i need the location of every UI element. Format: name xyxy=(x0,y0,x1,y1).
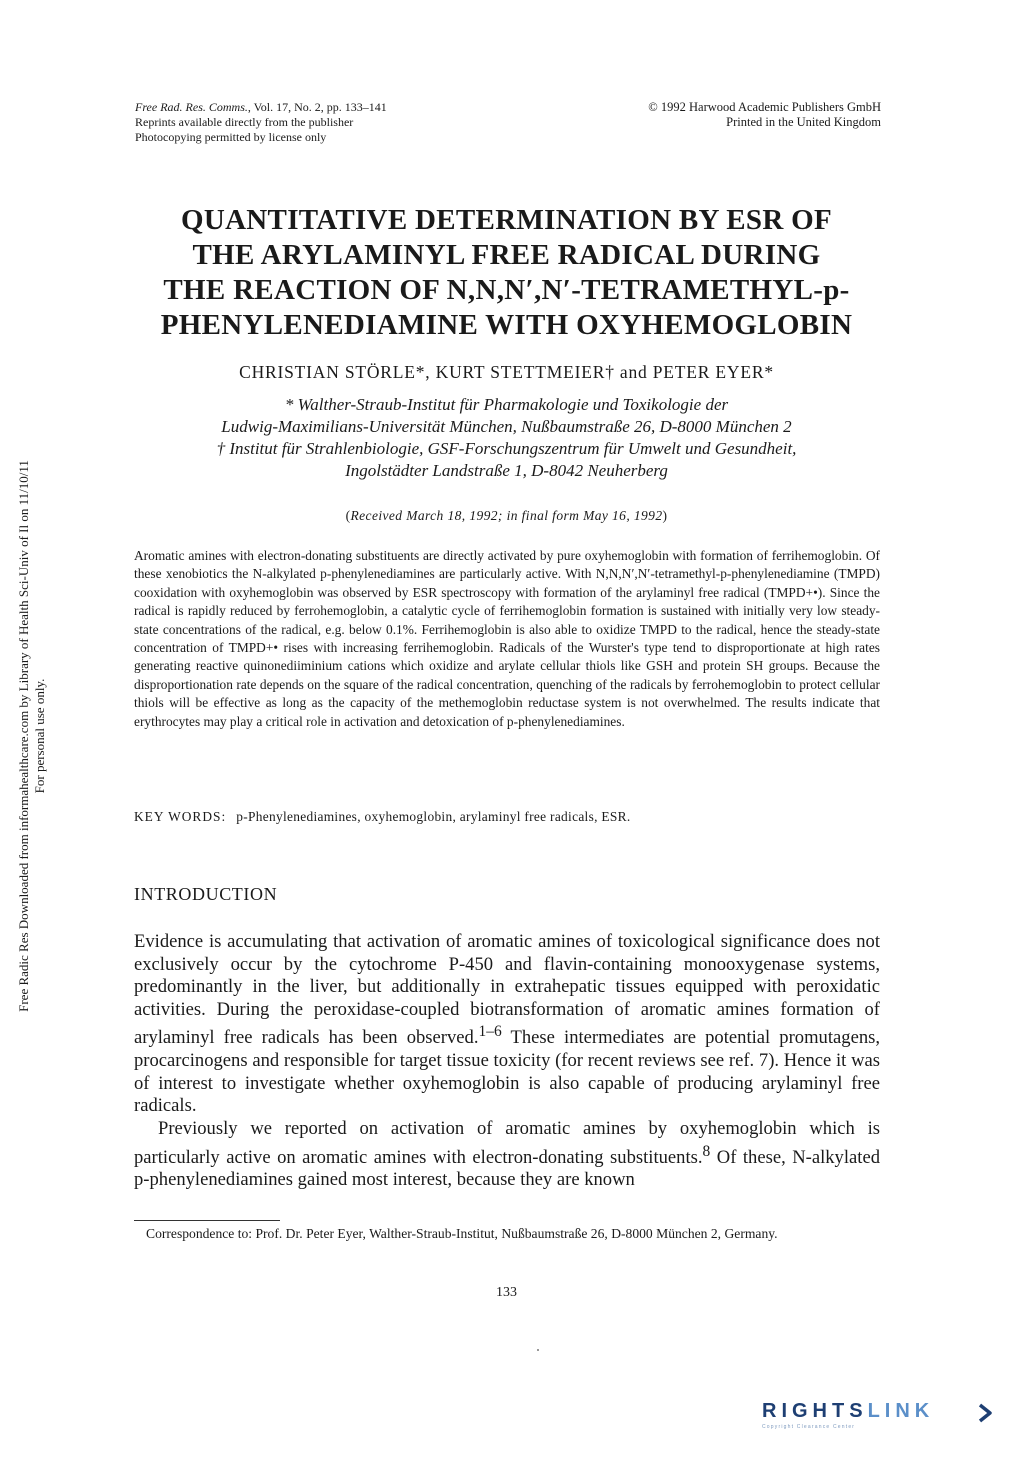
affiliation-line: Ingolstädter Landstraße 1, D-8042 Neuherberg xyxy=(345,461,668,480)
page-number: 133 xyxy=(496,1285,517,1300)
paragraph xyxy=(134,1118,880,1192)
reprints-note: Reprints available directly from the publisher xyxy=(135,115,354,129)
body-text xyxy=(134,931,880,1192)
abstract: Aromatic amines with electron-donating substituents are directly activated by pure oxyhemoglobin with formation of ferrihemoglobin. Of these xenobiotics the N-alkylated p-phenylenediamines are particularly active. With N,N,N′,N′-tetramethyl-p-phenylenediamine (TMPD) cooxidation with oxyhemoglobin was observed by ESR spectroscopy with formation of the arylaminyl free radical (TMPD+•). Since the radical is rapidly reduced by ferrohemoglobin, a catalytic cycle of ferrihemoglobin formation is sustained with initially very low steady-state concentrations of the radical, e.g. below 0.1%. Ferrihemoglobin is also able to oxidize TMPD to the radical, hence the steady-state concentration of TMPD+• rises with increasing ferrihemoglobin. Radicals of the Wurster's type tend to disproportionate at high rates generating reactive quinonediiminium cations which oxidize and arylate cellular thiols like GSH and protein SH groups. Because the disproportionation rate depends on the square of the radical concentration, quenching of the radicals by ferrohemoglobin to protect cellular thiols will be effective as long as the capacity of the methemoglobin reductase system is not overwhelmed. The results indicate that erythrocytes may play a critical role in activation and detoxication of p-phenylenediamines. xyxy=(134,548,880,729)
section-heading: INTRODUCTION xyxy=(134,884,278,904)
citation-line xyxy=(135,100,387,115)
paragraph-text: These intermediates are potential promutagens, procarcinogens and responsible for target tissue toxicity (for recent reviews see ref. 7). Hence it was of interest to investigate whether oxyhemoglobin is also capable of producing arylaminyl free radicals. xyxy=(134,1027,881,1117)
copyright-line: © 1992 Harwood Academic Publishers GmbH xyxy=(648,100,881,114)
affiliations xyxy=(100,394,913,482)
rightslink-word-rights: RIGHTS xyxy=(762,1400,868,1422)
journal-name: Free Rad. Res. Comms. xyxy=(135,100,248,114)
title-line: THE ARYLAMINYL FREE RADICAL DURING xyxy=(192,239,821,271)
running-header-left xyxy=(135,100,387,145)
keywords xyxy=(134,809,631,825)
rightslink-word-link: LINK xyxy=(867,1400,935,1422)
rightslink-logo[interactable] xyxy=(762,1400,994,1436)
chevron-link-icon xyxy=(978,1403,994,1423)
scan-speck xyxy=(537,1349,539,1351)
keywords-label: KEY WORDS: xyxy=(134,809,227,824)
printed-line: Printed in the United Kingdom xyxy=(726,115,881,129)
paragraph-text: Of these, N-alkylated p-phenylenediamines gained most interest, because they are known xyxy=(134,1146,880,1191)
title-line: QUANTITATIVE DETERMINATION BY ESR OF xyxy=(180,204,833,236)
affiliation-line: † Institut für Strahlenbiologie, GSF-Forschungszentrum für Umwelt und Gesundheit, xyxy=(216,439,797,458)
download-watermark xyxy=(2,460,62,1012)
title-line: THE REACTION OF N,N,N′,N′-TETRAMETHYL-p- xyxy=(163,274,850,306)
citation-ref: 8 xyxy=(702,1142,711,1160)
received-text: Received March 18, 1992; in final form May 16, 1992 xyxy=(350,508,663,523)
footnote-rule xyxy=(134,1220,280,1221)
download-watermark-text xyxy=(16,346,48,1126)
author-list: CHRISTIAN STÖRLE*, KURT STETTMEIER† and PETER EYER* xyxy=(239,362,774,382)
citation-ref: 1–6 xyxy=(478,1023,502,1041)
paragraph-text: Evidence is accumulating that activation of aromatic amines of toxicological significance does not exclusively occur by the cytochrome P-450 and flavin-containing monooxygenase systems, predominantly in the liver, but additionally in extrahepatic tissues equipped with peroxidatic activities. During the peroxidase-coupled biotransformation of aromatic amines formation of arylaminyl free radicals has been observed. xyxy=(134,931,880,1049)
volume-pages: , Vol. 17, No. 2, pp. 133–141 xyxy=(247,100,387,114)
watermark-line: For personal use only. xyxy=(32,678,47,794)
rightslink-tagline: Copyright Clearance Center xyxy=(762,1424,856,1430)
paragraph xyxy=(134,931,880,1118)
watermark-line: Free Radic Res Downloaded from informahealthcare.com by Library of Health Sci-Univ of Il on 11/10/11 xyxy=(16,460,31,1012)
received-dates: (Received March 18, 1992; in final form May 16, 1992) xyxy=(345,508,668,523)
affiliation-line: * Walther-Straub-Institut für Pharmakologie und Toxikologie der xyxy=(284,395,729,414)
affiliation-line: Ludwig-Maximilians-Universität München, Nußbaumstraße 26, D-8000 München 2 xyxy=(221,417,792,436)
running-header-right xyxy=(648,100,881,130)
footnote: Correspondence to: Prof. Dr. Peter Eyer, Walther-Straub-Institut, Nußbaumstraße 26, D-8000 München 2, Germany. xyxy=(146,1226,778,1241)
keywords-text: p-Phenylenediamines, oxyhemoglobin, arylaminyl free radicals, ESR. xyxy=(236,809,631,824)
paragraph-text: Previously we reported on activation of aromatic amines by oxyhemoglobin which is particularly active on aromatic amines with electron-donating substituents. xyxy=(134,1117,880,1168)
title-line: PHENYLENEDIAMINE WITH OXYHEMOGLOBIN xyxy=(160,309,853,341)
paper-title xyxy=(100,203,913,343)
photocopying-note: Photocopying permitted by license only xyxy=(135,130,327,144)
